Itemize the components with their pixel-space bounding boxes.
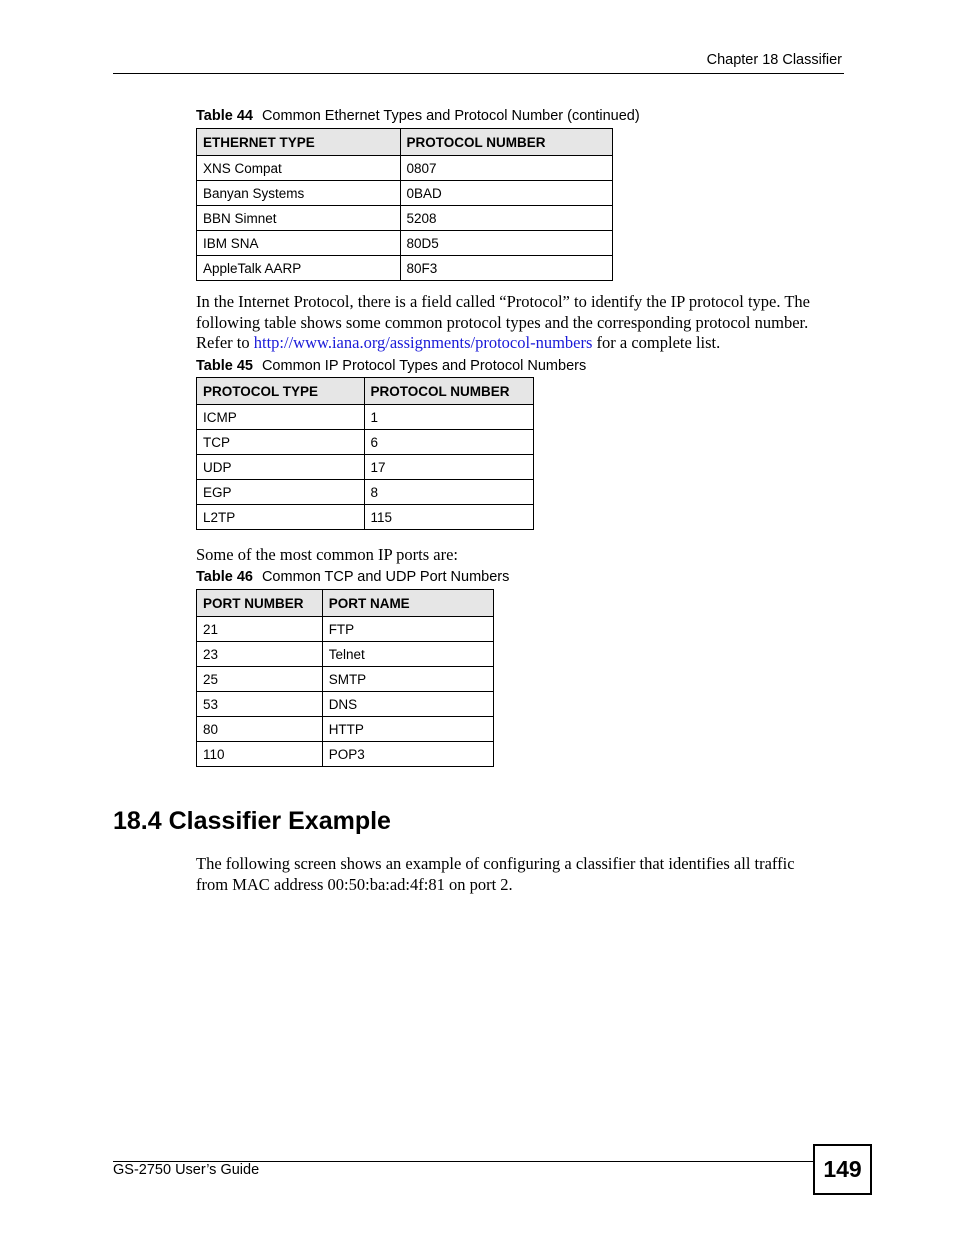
table-cell: XNS Compat [197,156,401,181]
section-paragraph [196,854,846,895]
table-cell: 1 [364,405,534,430]
table-row [197,505,534,530]
table-cell: BBN Simnet [197,206,401,231]
table-cell: FTP [322,617,493,642]
table-row [197,256,613,281]
running-header: Chapter 18 Classifier [706,52,842,68]
table46-title: Common TCP and UDP Port Numbers [261,569,510,585]
column-header: ETHERNET TYPE [197,129,401,156]
table-cell: Banyan Systems [197,181,401,206]
table45-label: Table 45 [196,358,253,374]
table46-label: Table 46 [196,569,253,585]
table-cell: 25 [197,667,323,692]
table-row [197,742,494,767]
table-row [197,480,534,505]
table-cell: 80F3 [400,256,613,281]
intro-line-2: following table shows some common protocol types and the corresponding protocol number. [196,312,809,332]
table-cell: DNS [322,692,493,717]
table-row [197,667,494,692]
table-cell: 53 [197,692,323,717]
table-cell: 21 [197,617,323,642]
table-row [197,405,534,430]
section-line-2: from MAC address 00:50:ba:ad:4f:81 on port 2. [196,874,513,894]
table-row [197,617,494,642]
table-cell: 17 [364,455,534,480]
table-cell: TCP [197,430,365,455]
column-header: PROTOCOL NUMBER [364,378,534,405]
table-cell: 23 [197,642,323,667]
page-number: 149 [813,1144,872,1195]
table-header-row [197,590,494,617]
table-cell: EGP [197,480,365,505]
intro-line-1: In the Internet Protocol, there is a field called “Protocol” to identify the IP protocol type. The [196,292,810,311]
table-row [197,642,494,667]
column-header: PROTOCOL TYPE [197,378,365,405]
table-row [197,156,613,181]
intro-paragraph [196,292,846,354]
table-cell: 0807 [400,156,613,181]
table46 [196,589,494,767]
header-rule [113,73,844,74]
table45 [196,377,534,530]
table-cell: 80D5 [400,231,613,256]
table-row [197,206,613,231]
table44 [196,128,613,281]
table-cell: SMTP [322,667,493,692]
column-header: PORT NUMBER [197,590,323,617]
table-cell: POP3 [322,742,493,767]
ports-intro: Some of the most common IP ports are: [196,545,458,564]
table-cell: Telnet [322,642,493,667]
footer-guide-title: GS-2750 User’s Guide [113,1162,260,1178]
table-cell: IBM SNA [197,231,401,256]
table45-caption [196,358,586,374]
table-row [197,455,534,480]
table-cell: L2TP [197,505,365,530]
table44-label: Table 44 [196,108,253,124]
table-cell: 8 [364,480,534,505]
intro-line-3-suffix: for a complete list. [592,333,721,352]
table-header-row [197,129,613,156]
table-cell: 0BAD [400,181,613,206]
column-header: PROTOCOL NUMBER [400,129,613,156]
table-cell: UDP [197,455,365,480]
intro-line-3-prefix: Refer to [196,333,254,352]
column-header: PORT NAME [322,590,493,617]
table-cell: 110 [197,742,323,767]
intro-line-3 [196,333,846,354]
table46-caption [196,569,509,585]
section-line-1: The following screen shows an example of configuring a classifier that identifies all traffic [196,854,795,873]
table-row [197,430,534,455]
section-heading: 18.4 Classifier Example [113,807,391,835]
table-cell: ICMP [197,405,365,430]
table-cell: HTTP [322,717,493,742]
table44-caption [196,108,640,124]
table-cell: 6 [364,430,534,455]
table-row [197,717,494,742]
table-cell: 115 [364,505,534,530]
table44-title: Common Ethernet Types and Protocol Number (continued) [261,108,640,124]
table-cell: 80 [197,717,323,742]
table-row [197,692,494,717]
table-row [197,231,613,256]
table-header-row [197,378,534,405]
table-row [197,181,613,206]
table-cell: AppleTalk AARP [197,256,401,281]
iana-protocol-numbers-link[interactable]: http://www.iana.org/assignments/protocol-numbers [253,333,593,352]
table45-title: Common IP Protocol Types and Protocol Numbers [261,358,587,374]
table-cell: 5208 [400,206,613,231]
